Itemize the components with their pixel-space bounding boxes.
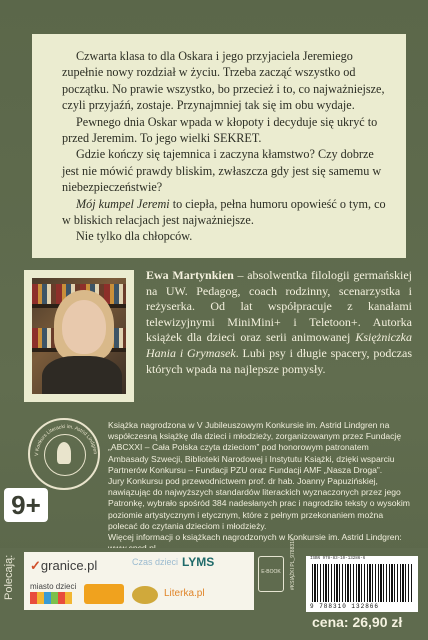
bio-text-2: . Lubi psy i długie spacery, podczas których wpada na najlepsze pomysły.: [146, 345, 412, 376]
miasto-dzieci-logo: miasto dzieci: [30, 582, 77, 591]
fox-logo-icon: [84, 584, 124, 604]
award-paragraph-1: Książka nagrodzona w V Jubileuszowym Konkursie im. Astrid Lindgren na współczesną książkę dla dzieci i młodzieży, zorganizowanym przez Fundację „ABCXXI – Cała Polska czyta dzieciom” pod honorowym patronatem Ambasady Szwecji, Biblioteki Narodowej i Instytutu Książki, dzięki wsparciu Partnerów Konkursu – Fundacji PZU oraz Fundacji AMF „Nasza Droga”.: [108, 420, 402, 475]
age-badge: 9+: [4, 488, 48, 522]
miasto-dzieci-blocks-icon: [30, 592, 72, 604]
gold-logo-icon: [132, 586, 158, 604]
ebook-icon: E-BOOK: [258, 556, 284, 592]
blurb-paragraph-4: [62, 196, 392, 229]
sponsor-logos: [24, 552, 254, 610]
isbn-text: ISBN 978-83-10-13286-6: [310, 557, 366, 561]
price: cena: 26,90 zł: [312, 614, 403, 630]
award-paragraph-2: Jury Konkursu pod przewodnictwem prof. dr hab. Joanny Papuzińskiej, nawiązując do najwyższych standardów literackich wyznaczonych przez jego Patronkę, wybrało spośród 384 nadesłanych prac i nagrodziło teksty o wysokim poziomie artystycznym i etycznym, które z pełnym przekonaniem można polecać do czytania dzieciom i młodzieży.: [108, 476, 410, 531]
blurb-paragraph-3: Gdzie kończy się tajemnica i zaczyna kłamstwo? Czy dobrze jest nie mówić prawdy bliskim, zwłaszcza gdy jest się samemu w niebezpieczeństwie?: [62, 147, 382, 195]
recommend-label: Polecają:: [3, 554, 15, 600]
blurb-panel: [32, 34, 406, 258]
award-logo-text: V Konkurs Literacki im. Astrid Lindgren: [33, 423, 98, 457]
barcode: [306, 556, 418, 612]
blurb-paragraph-2: Pewnego dnia Oskar wpada w kłopoty i decyduje się ukryć to przed Jeremim. To jego wielki SEKRET.: [62, 114, 378, 146]
author-bio: [146, 268, 412, 377]
barcode-bars: [312, 564, 412, 602]
granice-mark-icon: ✓: [30, 558, 41, 573]
author-photo: [32, 278, 126, 394]
blurb-paragraph-4-rest: to ciepła, pełna humoru opowieść o tym, co w bliskich relacjach jest najważniejsze.: [62, 196, 386, 228]
author-face: [62, 300, 106, 354]
blurb-paragraph-5: Nie tylko dla chłopców.: [76, 229, 193, 244]
blurb-paragraph-1: Czwarta klasa to dla Oskara i jego przyjaciela Jeremiego zupełnie nowy rozdział w życiu. Trzeba zacząć wszystko od początku. No prawie wszystko, bo przecież i to, co najważniejsze, czyli przyjaźń, zostaje. Przynajmniej tak się im obu wydaje.: [62, 49, 385, 113]
bio-text-1: – absolwentka filologii germańskiej na UW. Pedagog, coach rodzinny, scenarzystka i reżyserka. Od lat współpracuje z kanałami telewizyjnymi MiniMini+ i Teletoon+. Autorka książek dla dzieci oraz serii animowanej: [146, 268, 413, 345]
author-name: Ewa Martynkien: [146, 268, 234, 282]
czas-dzieci-logo: Czas dzieci: [132, 557, 179, 567]
author-photo-frame: [24, 270, 134, 402]
granice-logo-text: granice.pl: [40, 558, 98, 573]
tree-icon: [57, 442, 71, 464]
series-title: Księżniczka Hania i Grymasek: [146, 330, 412, 360]
book-title: Mój kumpel Jeremi: [76, 196, 170, 211]
award-text: [108, 420, 410, 554]
award-logo: [28, 418, 100, 490]
author-shoulders: [42, 356, 122, 394]
lyms-logo: LYMS: [182, 555, 215, 569]
barcode-number: 9 788310 132866: [310, 603, 380, 610]
literka-logo: Literka.pl: [164, 588, 205, 599]
barcode-side-label: #KSIĄŻKI PL_9788310: [290, 538, 296, 590]
granice-logo: [30, 558, 97, 574]
award-paragraph-3: Więcej informacji o książkach nagrodzonych w Konkursie im. Astrid Lindgren:: [108, 532, 402, 543]
